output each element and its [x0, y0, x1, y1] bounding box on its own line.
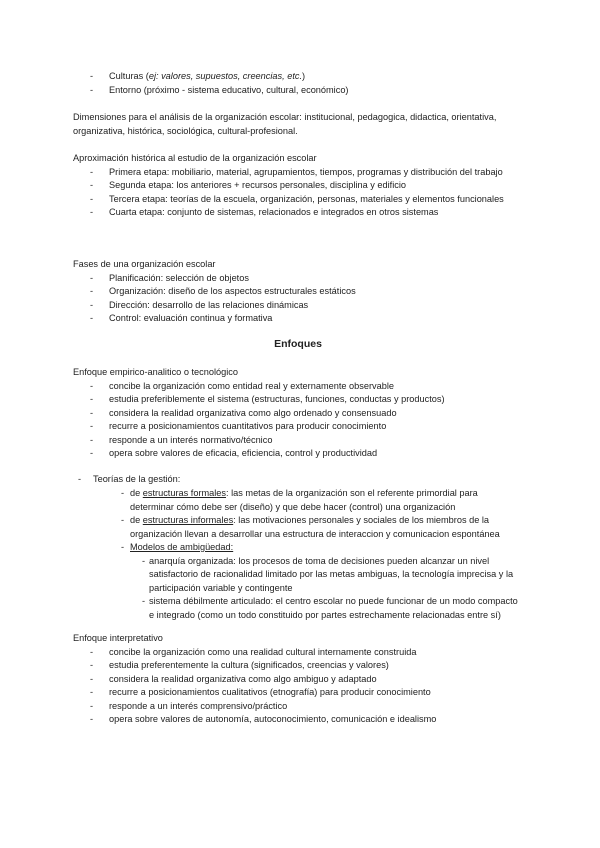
- list-item: - concibe la organización como una realidad cultural internamente construida: [73, 646, 523, 660]
- list-item: - recurre a posicionamientos cuantitativos para producir conocimiento: [73, 420, 523, 434]
- teorias-sublist-wrap: [73, 487, 523, 622]
- aproximacion-list: [73, 166, 523, 220]
- fases-list: [73, 272, 523, 326]
- list-item: - concibe la organización como entidad real y externamente observable: [73, 380, 523, 394]
- ambiguedad-list: [73, 555, 523, 623]
- fases-section: [73, 258, 523, 326]
- empirico-section: [73, 366, 523, 461]
- list-item: - opera sobre valores de eficacia, eficiencia, control y productividad: [73, 447, 523, 461]
- list-item: - Entorno (próximo - sistema educativo, cultural, económico): [73, 84, 523, 98]
- list-item: - Cuarta etapa: conjunto de sistemas, relacionados e integrados en otros sistemas: [73, 206, 523, 220]
- list-item: - responde a un interés comprensivo/práctico: [73, 700, 523, 714]
- list-item: - Segunda etapa: los anteriores + recursos personales, disciplina y edificio: [73, 179, 523, 193]
- intro-list: [73, 70, 523, 97]
- list-item: - opera sobre valores de autonomía, autoconocimiento, comunicación e idealismo: [73, 713, 523, 727]
- list-item: - considera la realidad organizativa como algo ordenado y consensuado: [73, 407, 523, 421]
- teorias-item: - Teorías de la gestión:: [78, 474, 181, 484]
- list-item: - Dirección: desarrollo de las relaciones dinámicas: [73, 299, 523, 313]
- aproximacion-section: [73, 152, 523, 220]
- list-item: - Primera etapa: mobiliario, material, agrupamientos, tiempos, programas y distribución del trabajo: [73, 166, 523, 180]
- list-item: - Tercera etapa: teorías de la escuela, organización, personas, materiales y elementos funcionales: [73, 193, 523, 207]
- section-heading: Aproximación histórica al estudio de la organización escolar: [73, 153, 317, 163]
- list-item: - sistema débilmente articulado: el centro escolar no puede funcionar de un modo compacto e integrado (como un todo constituido por partes estrechamente relacionadas entre sí): [73, 595, 523, 622]
- list-item: - considera la realidad organizativa como algo ambiguo y adaptado: [73, 673, 523, 687]
- list-item: - estudia preferentemente la cultura (significados, creencias y valores): [73, 659, 523, 673]
- list-item: - estudia preferiblemente el sistema (estructuras, funciones, conductas y productos): [73, 393, 523, 407]
- list-item: - Culturas (ej: valores, supuestos, creencias, etc.): [73, 70, 523, 84]
- page-title: Enfoques: [274, 338, 322, 350]
- list-item: - Control: evaluación continua y formativa: [73, 312, 523, 326]
- section-heading: Enfoque interpretativo: [73, 633, 163, 643]
- list-item: - anarquía organizada: los procesos de toma de decisiones pueden alcanzar un nivel satisfactorio de racionalidad limitado por las metas ambiguas, la tecnología imprecisa y la participación variable y contingente: [73, 555, 523, 596]
- interpretativo-list: [73, 646, 523, 727]
- section-heading: Enfoque empirico-analitico o tecnológico: [73, 367, 238, 377]
- list-item: - recurre a posicionamientos cualitativos (etnografía) para producir conocimiento: [73, 686, 523, 700]
- list-item: - de estructuras informales: las motivaciones personales y sociales de los miembros de la organización llevan a desarrollar una estructura de interaccion y comunicacion espontánea: [73, 514, 523, 541]
- interpretativo-section: [73, 632, 523, 727]
- dimensiones-paragraph: Dimensiones para el análisis de la organización escolar: institucional, pedagogica, didactica, orientativa, organizativa, histórica, sociológica, cultural-profesional.: [73, 112, 497, 136]
- empirico-list: [73, 380, 523, 461]
- list-item: - Organización: diseño de los aspectos estructurales estáticos: [73, 285, 523, 299]
- teorias-sublist: [73, 487, 523, 555]
- section-heading: Fases de una organización escolar: [73, 259, 216, 269]
- list-item: - Modelos de ambigüedad:: [73, 541, 523, 555]
- list-item: - responde a un interés normativo/técnico: [73, 434, 523, 448]
- list-item: - de estructuras formales: las metas de la organización son el referente primordial para determinar cómo debe ser (diseño) y que debe hacer (control) una organización: [73, 487, 523, 514]
- list-item: - Planificación: selección de objetos: [73, 272, 523, 286]
- intro-section: [73, 70, 523, 97]
- teorias-section: [78, 473, 528, 487]
